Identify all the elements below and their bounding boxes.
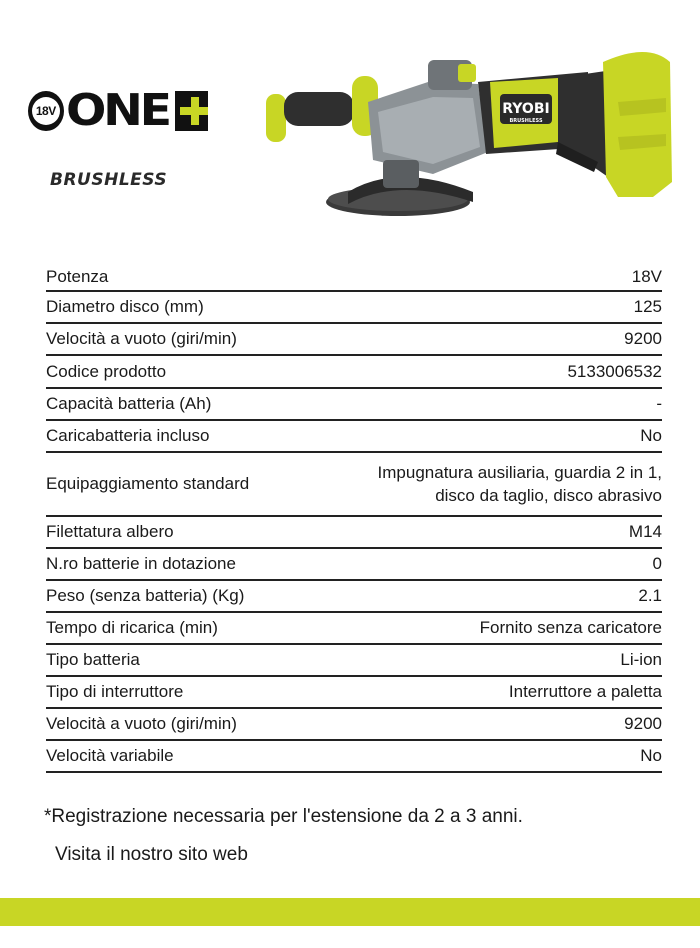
website-link[interactable]: Visita il nostro sito web	[55, 844, 248, 865]
ryobi-logo-subtext: BRUSHLESS	[509, 118, 543, 124]
spec-value: M14	[628, 522, 662, 541]
spec-label: Velocità a vuoto (giri/min)	[46, 329, 237, 348]
warranty-note: *Registrazione necessaria per l'estensione da 2 a 3 anni.	[44, 806, 523, 827]
spec-value	[378, 461, 662, 507]
spec-value: 18V	[631, 266, 662, 286]
side-handle	[284, 92, 354, 126]
spec-label: Capacità batteria (Ah)	[46, 394, 212, 413]
spec-value: Interruttore a paletta	[508, 682, 662, 701]
spec-row	[46, 292, 662, 324]
spec-value: Li-ion	[620, 650, 662, 669]
ryobi-logo-text: RYOBI	[502, 101, 550, 117]
spec-row	[46, 677, 662, 709]
battery-mount	[603, 52, 672, 197]
voltage-badge	[28, 91, 64, 131]
spec-value: 5133006532	[567, 361, 662, 381]
plus-icon	[175, 91, 208, 131]
spec-value: Fornito senza caricatore	[479, 618, 662, 637]
spec-table	[46, 263, 662, 773]
spec-value: No	[640, 426, 662, 445]
spec-value: 125	[633, 297, 662, 316]
platform-text: ONE	[65, 85, 169, 136]
spec-label: Tempo di ricarica (min)	[46, 618, 218, 637]
spec-value: No	[640, 746, 662, 765]
spec-row	[46, 324, 662, 356]
spec-value: 9200	[624, 329, 662, 348]
spec-value-line: disco da taglio, disco abrasivo	[435, 486, 662, 505]
spec-row	[46, 741, 662, 773]
spec-value: 0	[652, 554, 662, 573]
one-plus-logo	[28, 85, 208, 136]
spec-row	[46, 389, 662, 421]
spec-label: Velocità variabile	[46, 746, 174, 765]
spec-label: Diametro disco (mm)	[46, 297, 204, 316]
spec-row	[46, 263, 662, 292]
spec-value: -	[656, 394, 662, 413]
spec-row	[46, 356, 662, 389]
spec-row	[46, 549, 662, 581]
spec-label: Tipo batteria	[46, 650, 140, 669]
brushless-label: BRUSHLESS	[50, 170, 168, 190]
spec-label: Potenza	[46, 266, 109, 286]
spec-label: Tipo di interruttore	[46, 682, 184, 701]
spec-label: Velocità a vuoto (giri/min)	[46, 714, 237, 733]
spec-label: Codice prodotto	[46, 361, 167, 381]
spec-row	[46, 517, 662, 549]
accent-bar	[0, 898, 700, 926]
spec-row	[46, 581, 662, 613]
spec-value-line: Impugnatura ausiliaria, guardia 2 in 1,	[377, 463, 662, 482]
voltage-badge-text: 18V	[32, 97, 60, 125]
spec-label: Equipaggiamento standard	[46, 474, 250, 493]
spec-row	[46, 645, 662, 677]
spec-row	[46, 421, 662, 453]
spec-row	[46, 709, 662, 741]
spec-label: N.ro batterie in dotazione	[46, 554, 236, 573]
spec-value: 9200	[624, 714, 662, 733]
spec-label: Caricabatteria incluso	[46, 426, 210, 445]
spec-row	[46, 453, 662, 517]
spec-label: Peso (senza batteria) (Kg)	[46, 586, 245, 605]
spec-value: 2.1	[638, 586, 662, 605]
spec-row	[46, 613, 662, 645]
angle-grinder-image	[258, 42, 678, 227]
spec-label: Filettatura albero	[46, 522, 174, 541]
